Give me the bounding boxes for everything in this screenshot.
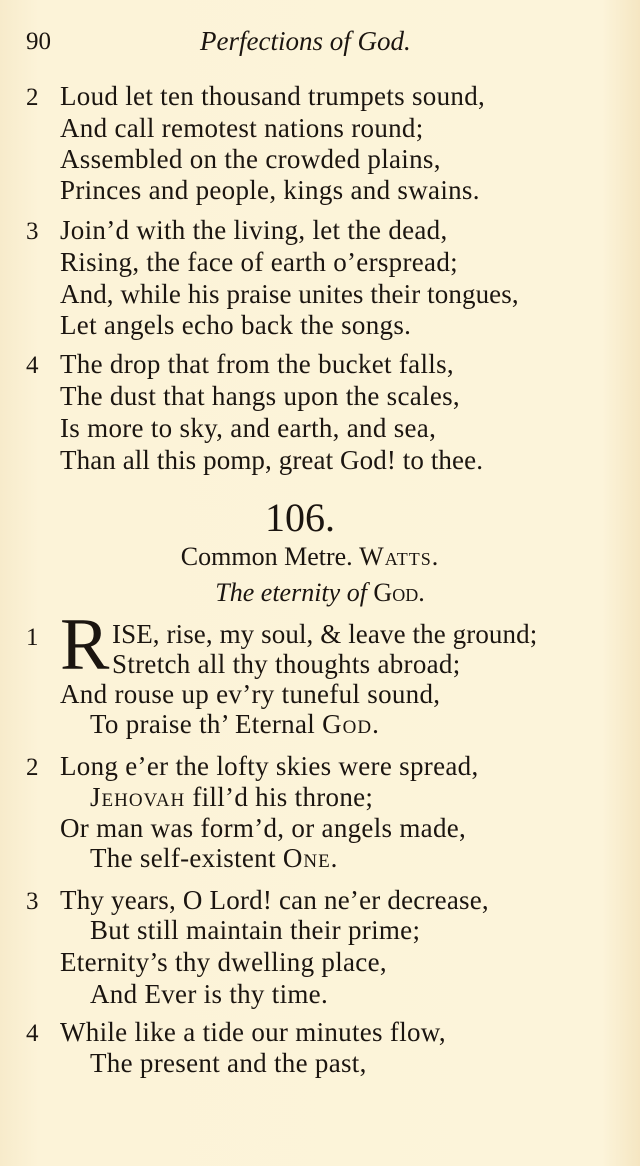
verse-line: And rouse up ev’ry tuneful sound, (60, 679, 441, 709)
verse-line: Rising, the face of earth o’erspread; (60, 247, 458, 277)
hymn-author: Watts. (359, 542, 440, 571)
verse-line (90, 842, 338, 874)
verse-line: And Ever is thy time. (90, 979, 329, 1009)
drop-cap: R (60, 604, 110, 686)
verse-line-text: fill’d his throne; (192, 782, 374, 812)
stanza-number: 1 (26, 624, 39, 651)
verse-line: Princes and people, kings and swains. (60, 175, 480, 205)
verse-line: Or man was form’d, or angels made, (60, 813, 467, 843)
verse-line: The present and the past, (90, 1048, 367, 1078)
stanza-number: 3 (26, 218, 39, 245)
verse-line: Thy years, O Lord! can ne’er decrease, (60, 885, 489, 915)
page-header (0, 26, 640, 62)
hymn-subject-name: God. (373, 578, 425, 607)
divine-name: One. (282, 843, 339, 873)
verse-line (90, 708, 380, 740)
verse-line: And call remotest nations round; (60, 113, 424, 143)
verse-line: Loud let ten thousand trumpets sound, (60, 81, 486, 111)
verse-line: And, while his praise unites their tongues, (60, 279, 519, 309)
verse-line-text: To praise th’ Eternal (90, 709, 316, 739)
verse-line: Assembled on the crowded plains, (60, 144, 441, 174)
verse-line: Eternity’s thy dwelling place, (60, 947, 387, 977)
verse-line: While like a tide our minutes flow, (60, 1017, 446, 1047)
page-number: 90 (26, 28, 51, 55)
divine-name: Jehovah (90, 782, 186, 812)
verse-line: The drop that from the bucket falls, (60, 349, 454, 379)
verse-line: But still maintain their prime; (90, 915, 421, 945)
stanza-number: 4 (26, 1020, 39, 1047)
running-title: Perfections of God. (200, 26, 411, 56)
verse-line: Long e’er the lofty skies were spread, (60, 751, 479, 781)
divine-name: God. (322, 709, 380, 739)
verse-line: Is more to sky, and earth, and sea, (60, 413, 437, 443)
stanza-number: 3 (26, 888, 39, 915)
verse-line (90, 781, 373, 813)
hymn-metre: Common Metre. (180, 542, 353, 571)
hymn-subject-prefix: The eternity of (215, 578, 367, 607)
verse-line: Stretch all thy thoughts abroad; (112, 649, 461, 679)
hymn-number: 106. (265, 495, 335, 540)
stanza-number: 2 (26, 754, 39, 781)
verse-line: Let angels echo back the songs. (60, 310, 412, 340)
hymn-metre-attribution (0, 540, 620, 574)
verse-line: The dust that hangs upon the scales, (60, 381, 460, 411)
verse-line: Join’d with the living, let the dead, (60, 215, 448, 245)
verse-line-text: The self-existent (90, 843, 276, 873)
verse-line: ISE, rise, my soul, & leave the ground; (112, 619, 538, 649)
stanza-number: 2 (26, 84, 39, 111)
verse-line: Than all this pomp, great God! to thee. (60, 445, 484, 475)
stanza-number: 4 (26, 352, 39, 379)
